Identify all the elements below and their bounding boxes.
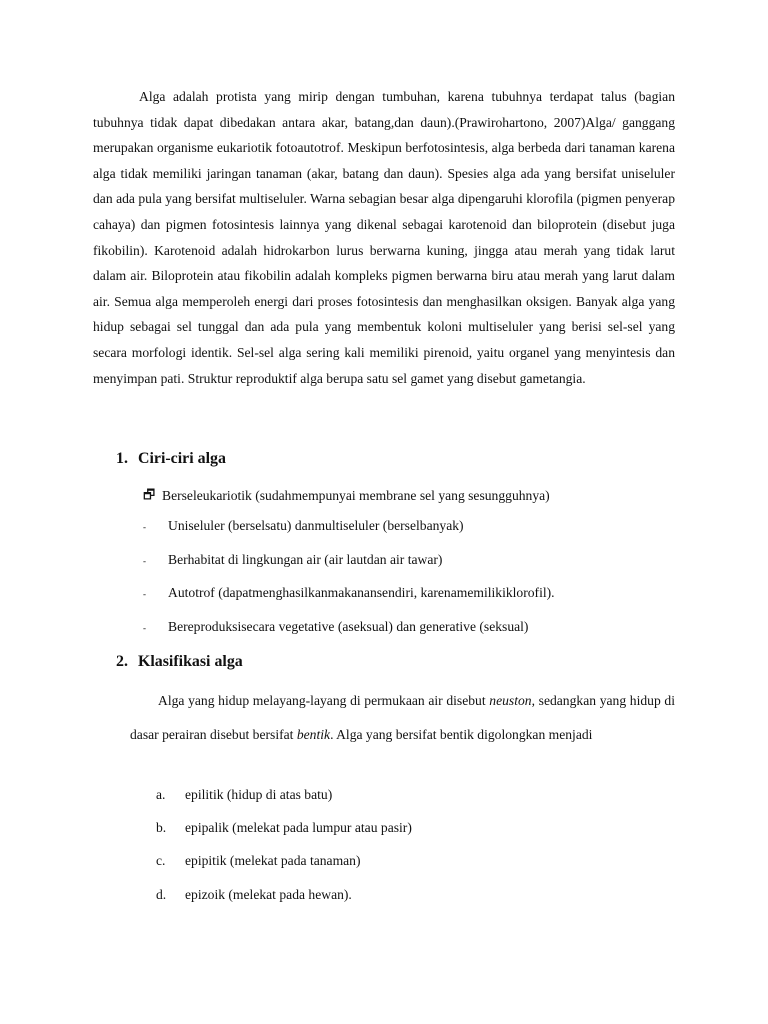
list-item-text: Berseleukariotik (sudahmempunyai membrane sel yang sesungguhnya) [162,488,550,504]
section-2-title: Klasifikasi alga [138,653,243,670]
intro-paragraph: Alga adalah protista yang mirip dengan tumbuhan, karena tubuhnya terdapat talus (bagian tubuhnya tidak dapat dibedakan antara akar, batang,dan daun).(Prawirohartono, 2007)Alga/ ganggang merupakan organisme eukariotik fotoautotrof. Meskipun berfotosintesis, alga berbeda dari tanaman karena alga tidak memiliki jaringan tanaman (akar, batang dan daun). Spesies alga ada yang bersifat uniseluler dan ada pula yang bersifat multiseluler. Warna sebagian besar alga dipengaruhi klorofila (pigmen penyerap cahaya) dan pigmen fotosintesis lainnya yang dikenal sebagai karotenoid dan biloprotein (disebut juga fikobilin). Karotenoid adalah hidrokarbon lurus berwarna kuning, jingga atau merah yang tidak larut dalam air. Biloprotein atau fikobilin adalah kompleks pigmen berwarna biru atau merah yang larut dalam air. Semua alga memperoleh energi dari proses fotosintesis dan menghasilkan oksigen. Banyak alga yang hidup sebagai sel tunggal dan ada pula yang membentuk koloni multiseluler yang berisi sel-sel yang secara morfologi identik. Sel-sel alga sering kali memiliki pirenoid, yaitu organel yang menyintesis dan menyimpan pati. Struktur reproduktif alga berupa satu sel gamet yang disebut gametangia. [93,89,675,386]
list-letter: c. [156,853,166,868]
list-item [156,853,361,869]
list-item-text: Bereproduksisecara vegetative (aseksual) dan generative (seksual) [168,619,529,634]
dash-bullet: - [143,588,146,599]
window-icon: 🗗 [143,487,156,502]
paragraph-text: , sedangkan yang hidup di dasar perairan disebut bersifat [130,693,675,742]
section-1-title: Ciri-ciri alga [138,450,226,467]
list-item-text: epizoik (melekat pada hewan). [185,887,352,902]
list-item [156,820,412,836]
classification-paragraph [130,684,675,752]
paragraph-text: . Alga yang bersifat bentik digolongkan menjadi [330,727,593,742]
dash-bullet: - [143,622,146,633]
list-item [156,887,352,903]
list-letter: a. [156,787,166,802]
list-item-text: Berhabitat di lingkungan air (air lautdan air tawar) [168,552,443,567]
list-item-text: Uniseluler (berselsatu) danmultiseluler (berselbanyak) [168,518,464,533]
list-item-text: epilitik (hidup di atas batu) [185,787,333,802]
list-item [143,619,528,635]
section-2-number: 2. [116,653,128,670]
list-item [156,787,332,803]
list-item [143,552,442,568]
list-item-text: epipalik (melekat pada lumpur atau pasir) [185,820,412,835]
term-neuston: neuston [489,693,532,708]
paragraph-text: Alga yang hidup melayang-layang di permukaan air disebut [158,693,490,708]
section-1-number: 1. [116,450,128,467]
list-item-text: Autotrof (dapatmenghasilkanmakanansendiri, karenamemilikiklorofil). [168,585,555,600]
section-2-heading [116,653,243,671]
list-item-text: epipitik (melekat pada tanaman) [185,853,361,868]
list-item [143,585,555,601]
section-1-heading [116,450,226,468]
list-letter: b. [156,820,167,835]
dash-bullet: - [143,555,146,566]
dash-bullet: - [143,521,146,532]
term-bentik: bentik [296,727,331,742]
list-item [143,518,464,534]
list-item [143,486,550,508]
list-letter: d. [156,887,167,902]
